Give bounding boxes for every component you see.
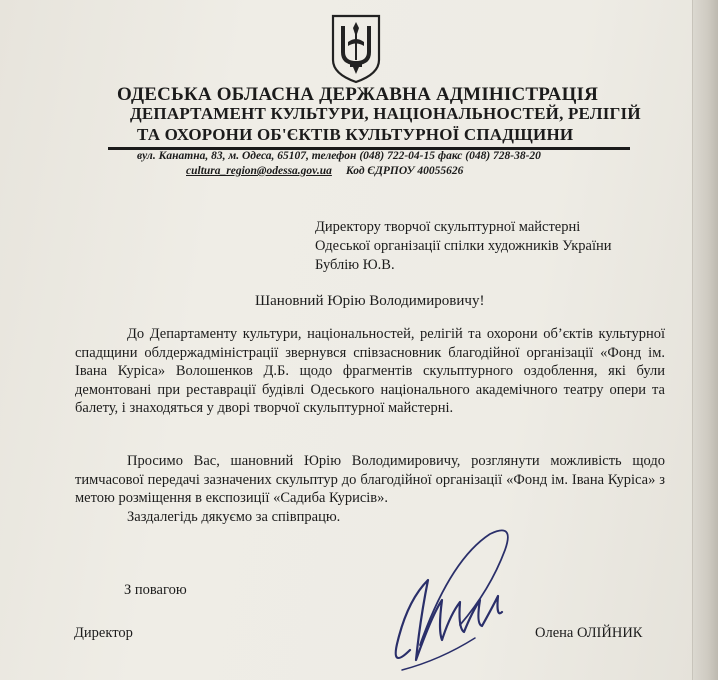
recipient-line3: Бублію Ю.В. [315,257,395,273]
org-title-line1: ОДЕСЬКА ОБЛАСНА ДЕРЖАВНА АДМІНІСТРАЦІЯ [117,84,599,105]
body-paragraph-2: Просимо Вас, шановний Юрію Володимировичу, розглянути можливість щодо тимчасової передачі зазначених скульптур до благодійної організації «Фонд ім. Івана Куріса» з метою розміщення в експозиції «Садиба Курисів». [75,453,665,507]
org-title-line3: ТА ОХОРОНИ ОБ'ЄКТІВ КУЛЬТУРНОЇ СПАДЩИНИ [137,125,574,144]
signatory-name: Олена ОЛІЙНИК [535,625,643,641]
closing-regards: З повагою [124,582,187,598]
body-paragraph-3: Заздалегідь дякуємо за співпрацю. [127,509,341,525]
org-address: вул. Канатна, 83, м. Одеса, 65107, телефон (048) 722-04-15 факс (048) 728-38-20 [137,150,541,162]
salutation: Шановний Юрію Володимировичу! [255,293,485,309]
body-paragraph-1: До Департаменту культури, національностей, релігій та охорони об’єктів культурної спадщини облдержадміністрації звернувся співзасновник благодійної організації «Фонд ім. Івана Куріса» Волошенков Д.Б. щодо фрагментів скульптурного оздоблення, які були демонтовані при реставрації будівлі Одеського національного академічного театру опери та балету, і знаходяться у дворі творчої скульптурної майстерні. [75,326,665,417]
org-email-link[interactable]: cultura_region@odessa.gov.ua [186,165,332,177]
page-edge-shadow [692,0,718,680]
org-contacts [186,165,463,177]
recipient-line2: Одеської організації спілки художників України [315,238,612,254]
org-title-line2: ДЕПАРТАМЕНТ КУЛЬТУРИ, НАЦІОНАЛЬНОСТЕЙ, РЕЛІГІЙ [130,104,641,123]
trident-coat-of-arms-icon [330,14,382,84]
handwritten-signature [380,520,520,675]
page-edge-line [692,0,693,680]
signatory-position: Директор [74,625,133,641]
recipient-line1: Директору творчої скульптурної майстерні [315,219,581,235]
org-edrpou-code: Код ЄДРПОУ 40055626 [345,165,464,177]
